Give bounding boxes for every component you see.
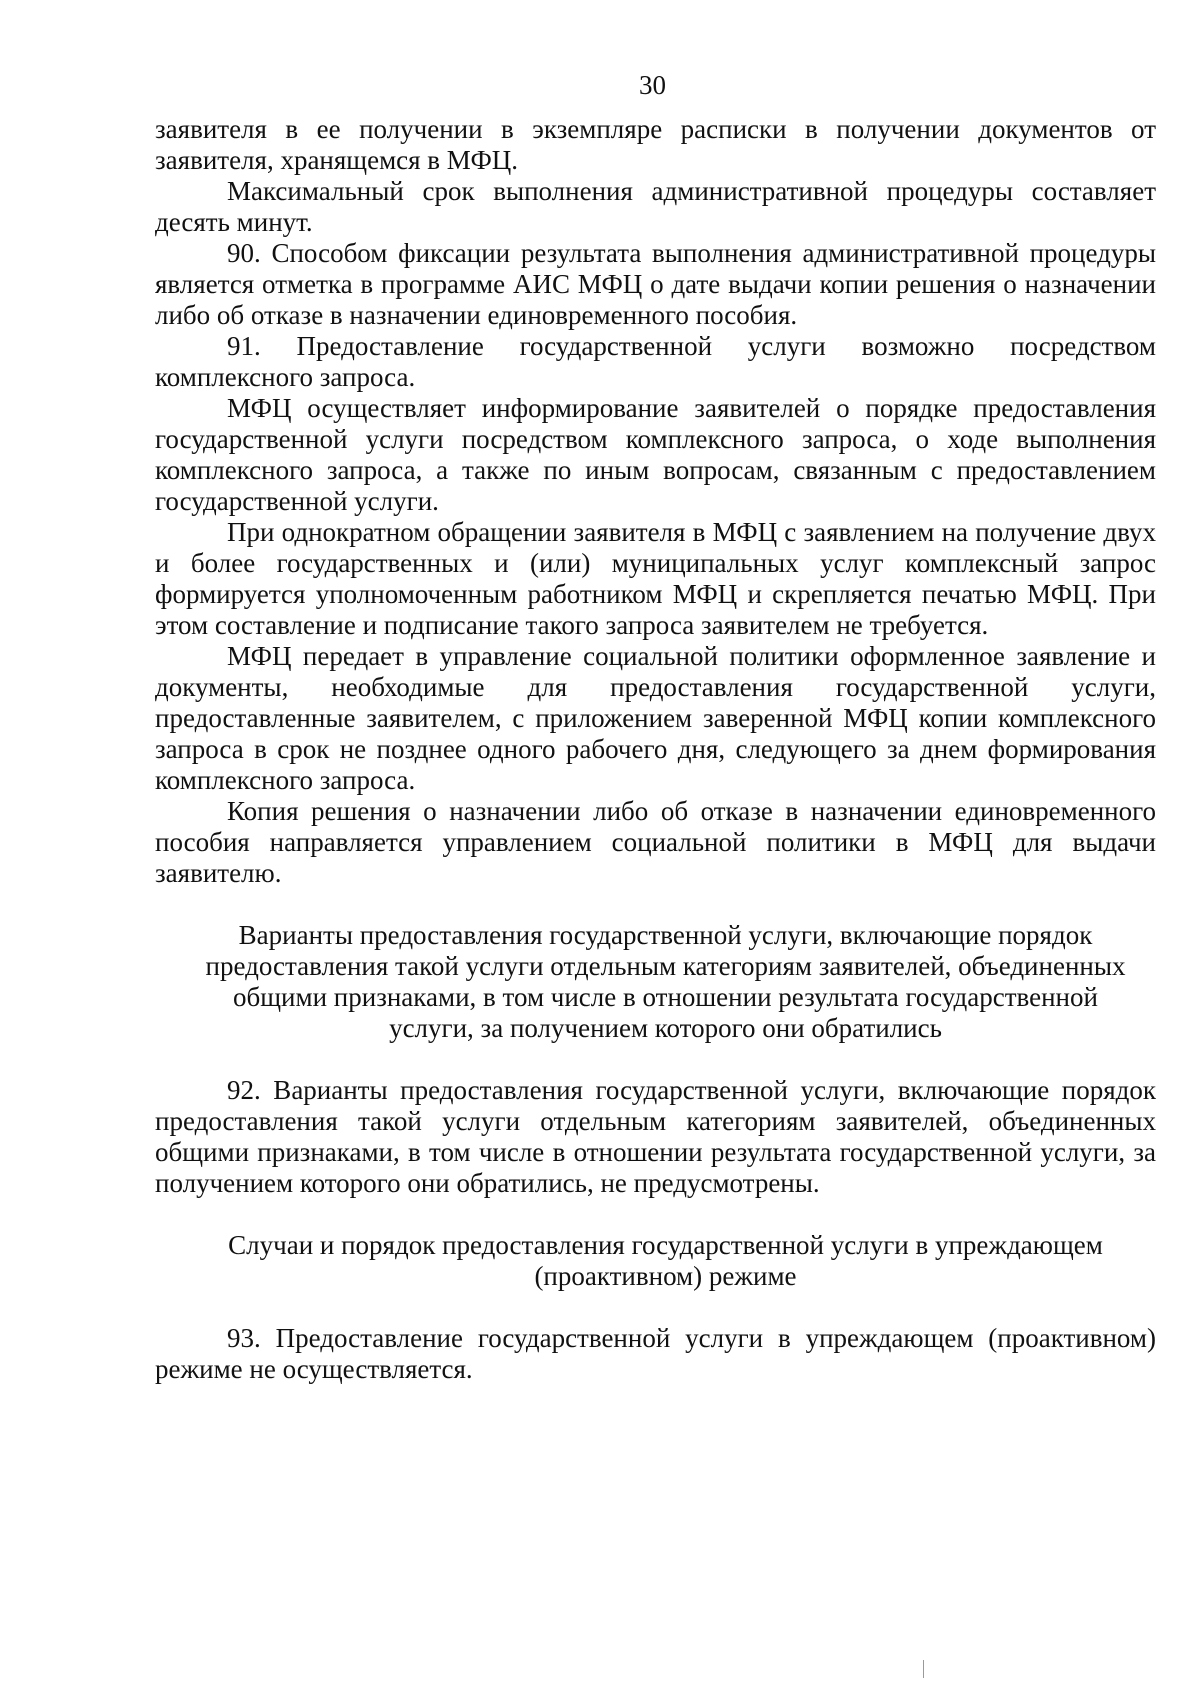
paragraph-single-request: При однократном обращении заявителя в МФЦ с заявлением на получение двух и более государственных и (или) муниципальных услуг комплексный запрос формируется уполномоченным работником МФЦ и скрепляется печатью МФЦ. При этом составление и подписание такого запроса заявителем не требуется. (155, 517, 1156, 640)
page-number: 30 (639, 70, 666, 100)
heading-line: услуги, за получением которого они обратились (389, 1013, 942, 1043)
paragraph-continuation: заявителя в ее получении в экземпляре расписки в получении документов от заявителя, хранящемся в МФЦ. (155, 114, 1156, 175)
heading-line: предоставления такой услуги отдельным категориям заявителей, объединенных (205, 951, 1126, 981)
section-heading-variants (155, 920, 1156, 1044)
paragraph-decision-copy: Копия решения о назначении либо об отказе в назначении единовременного пособия направляется управлением социальной политики в МФЦ для выдачи заявителю. (155, 796, 1156, 888)
heading-line: общими признаками, в том числе в отношении результата государственной (233, 982, 1098, 1012)
heading-line: Случаи и порядок предоставления государственной услуги в упреждающем (228, 1230, 1103, 1260)
scan-artifact-mark (923, 1660, 924, 1678)
section-heading-proactive (155, 1230, 1156, 1292)
paragraph-93: 93. Предоставление государственной услуги в упреждающем (проактивном) режиме не осуществляется. (155, 1323, 1156, 1384)
paragraph-max-duration: Максимальный срок выполнения административной процедуры составляет десять минут. (155, 176, 1156, 237)
paragraph-mfc-transfer: МФЦ передает в управление социальной политики оформленное заявление и документы, необходимые для предоставления государственной услуги, предоставленные заявителем, с приложением заверенной МФЦ копии комплексного запроса в срок не позднее одного рабочего дня, следующего за днем формирования комплексного запроса. (155, 641, 1156, 795)
paragraph-91: 91. Предоставление государственной услуги возможно посредством комплексного запроса. (155, 331, 1156, 392)
paragraph-mfc-informing: МФЦ осуществляет информирование заявителей о порядке предоставления государственной услуги посредством комплексного запроса, о ходе выполнения комплексного запроса, а также по иным вопросам, связанным с предоставлением государственной услуги. (155, 393, 1156, 516)
paragraph-90: 90. Способом фиксации результата выполнения административной процедуры является отметка в программе АИС МФЦ о дате выдачи копии решения о назначении либо об отказе в назначении единовременного пособия. (155, 238, 1156, 330)
heading-line: (проактивном) режиме (534, 1261, 797, 1291)
document-body (155, 114, 1156, 1385)
paragraph-92: 92. Варианты предоставления государственной услуги, включающие порядок предоставления такой услуги отдельным категориям заявителей, объединенных общими признаками, в том числе в отношении результата государственной услуги, за получением которого они обратились, не предусмотрены. (155, 1075, 1156, 1198)
heading-line: Варианты предоставления государственной услуги, включающие порядок (238, 920, 1093, 950)
